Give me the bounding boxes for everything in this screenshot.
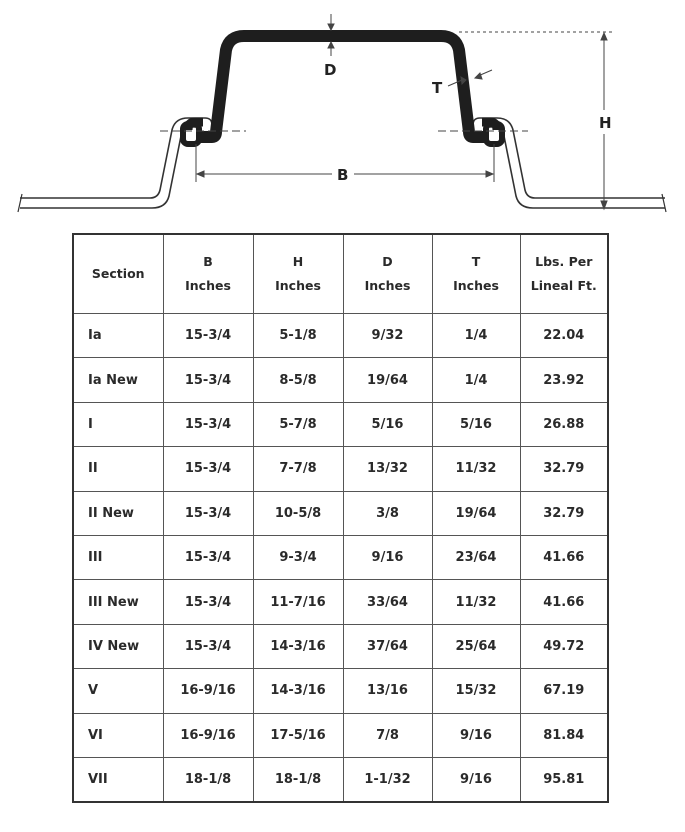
cell-d: 1-1/32 (343, 757, 432, 802)
cell-b: 15-3/4 (163, 314, 253, 358)
cell-h: 17-5/16 (253, 713, 343, 757)
cell-weight: 81.84 (520, 713, 608, 757)
cell-b: 18-1/8 (163, 757, 253, 802)
cell-weight: 95.81 (520, 757, 608, 802)
main-pile-section (183, 36, 502, 144)
header-line1: Lbs. Per (535, 254, 593, 269)
cell-b: 15-3/4 (163, 447, 253, 491)
cell-t: 25/64 (432, 624, 520, 668)
header-weight (520, 234, 608, 314)
adjacent-pile-outline (18, 118, 666, 212)
cell-section: V (73, 669, 163, 713)
cell-b: 16-9/16 (163, 669, 253, 713)
table-row (73, 491, 608, 535)
cell-h: 11-7/16 (253, 580, 343, 624)
table-row (73, 580, 608, 624)
cell-section: III (73, 535, 163, 579)
cell-section: VII (73, 757, 163, 802)
cell-d: 13/32 (343, 447, 432, 491)
cell-section: Ia (73, 314, 163, 358)
cell-d: 37/64 (343, 624, 432, 668)
header-line1: B (203, 254, 213, 269)
table-header-row (73, 234, 608, 314)
cell-weight: 41.66 (520, 535, 608, 579)
cell-d: 13/16 (343, 669, 432, 713)
cell-section: Ia New (73, 358, 163, 402)
cell-section: VI (73, 713, 163, 757)
header-line2: Inches (364, 278, 411, 293)
cell-b: 15-3/4 (163, 535, 253, 579)
header-line2: Lineal Ft. (530, 278, 597, 293)
cell-section: II (73, 447, 163, 491)
cell-h: 7-7/8 (253, 447, 343, 491)
header-section (73, 234, 163, 314)
cell-h: 5-1/8 (253, 314, 343, 358)
cell-section: III New (73, 580, 163, 624)
table-row (73, 535, 608, 579)
cell-t: 9/16 (432, 713, 520, 757)
cell-weight: 23.92 (520, 358, 608, 402)
header-line2: Inches (453, 278, 499, 293)
table-row (73, 713, 608, 757)
header-h (253, 234, 343, 314)
header-line1: Section (91, 266, 145, 281)
cell-b: 15-3/4 (163, 358, 253, 402)
header-line2: Inches (185, 278, 231, 293)
cell-h: 8-5/8 (253, 358, 343, 402)
table-row (73, 402, 608, 446)
table-row (73, 447, 608, 491)
cell-d: 9/16 (343, 535, 432, 579)
cell-d: 5/16 (343, 402, 432, 446)
cell-t: 11/32 (432, 447, 520, 491)
sheet-pile-spec-table (72, 233, 609, 803)
header-b (163, 234, 253, 314)
cell-t: 9/16 (432, 757, 520, 802)
header-line1: H (292, 254, 304, 269)
cell-h: 14-3/16 (253, 669, 343, 713)
cell-t: 15/32 (432, 669, 520, 713)
cell-d: 9/32 (343, 314, 432, 358)
cell-b: 16-9/16 (163, 713, 253, 757)
cell-weight: 32.79 (520, 491, 608, 535)
cell-b: 15-3/4 (163, 491, 253, 535)
sheet-pile-profile-diagram (0, 0, 685, 222)
dimension-label-b: B (337, 166, 349, 184)
cell-b: 15-3/4 (163, 624, 253, 668)
cell-t: 23/64 (432, 535, 520, 579)
cell-section: II New (73, 491, 163, 535)
header-d (343, 234, 432, 314)
cell-d: 33/64 (343, 580, 432, 624)
dimension-label-h: H (599, 114, 612, 132)
table-row (73, 358, 608, 402)
cell-d: 19/64 (343, 358, 432, 402)
cell-weight: 67.19 (520, 669, 608, 713)
cell-t: 5/16 (432, 402, 520, 446)
cell-weight: 32.79 (520, 447, 608, 491)
cell-section: I (73, 402, 163, 446)
cell-h: 14-3/16 (253, 624, 343, 668)
cell-t: 11/32 (432, 580, 520, 624)
cell-weight: 22.04 (520, 314, 608, 358)
dimension-label-t: T (432, 79, 443, 97)
cell-d: 3/8 (343, 491, 432, 535)
header-t (432, 234, 520, 314)
dimension-label-d: D (324, 61, 337, 79)
cell-t: 19/64 (432, 491, 520, 535)
cell-section: IV New (73, 624, 163, 668)
header-line1: T (471, 254, 481, 269)
table-row (73, 669, 608, 713)
header-line1: D (382, 254, 393, 269)
cell-b: 15-3/4 (163, 402, 253, 446)
table-row (73, 757, 608, 802)
header-line2: Inches (275, 278, 321, 293)
cell-h: 9-3/4 (253, 535, 343, 579)
table-row (73, 624, 608, 668)
cell-h: 10-5/8 (253, 491, 343, 535)
cell-d: 7/8 (343, 713, 432, 757)
table-row (73, 314, 608, 358)
cell-weight: 41.66 (520, 580, 608, 624)
cell-weight: 26.88 (520, 402, 608, 446)
cell-h: 18-1/8 (253, 757, 343, 802)
cell-t: 1/4 (432, 314, 520, 358)
cell-t: 1/4 (432, 358, 520, 402)
cell-b: 15-3/4 (163, 580, 253, 624)
cell-h: 5-7/8 (253, 402, 343, 446)
cell-weight: 49.72 (520, 624, 608, 668)
